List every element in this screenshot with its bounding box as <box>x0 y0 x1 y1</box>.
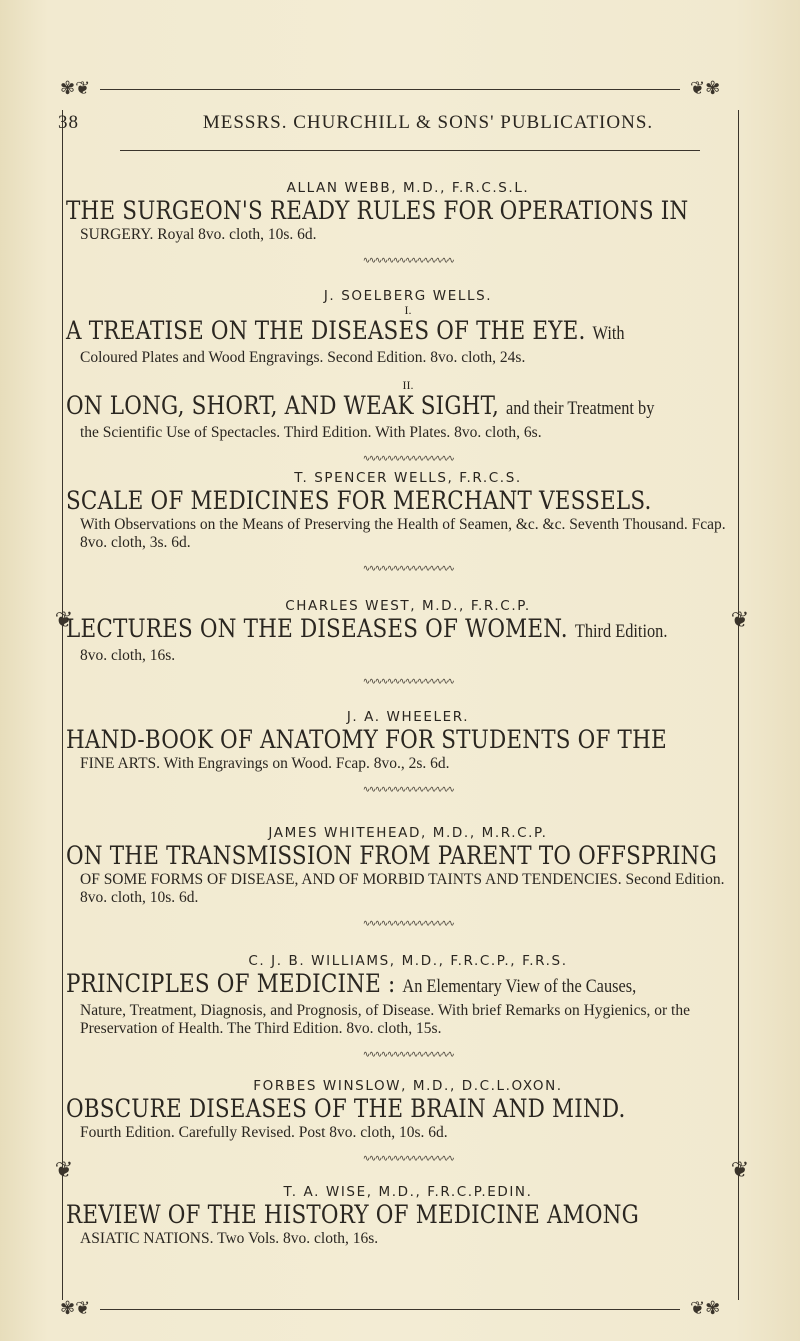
book-title: ON THE TRANSMISSION FROM PARENT TO OFFSPRING <box>66 841 718 870</box>
book-description: Fourth Edition. Carefully Revised. Post 8vo. cloth, 10s. 6d. <box>80 1124 448 1141</box>
book-title-line <box>66 196 689 226</box>
publication-entry <box>66 598 750 665</box>
book-title: THE SURGEON'S READY RULES FOR OPERATIONS IN <box>66 196 689 225</box>
section-divider: ∿∿∿∿∿∿∿∿∿∿∿∿∿∿∿ <box>362 1050 454 1060</box>
header-underline <box>120 150 700 151</box>
publication-entry <box>66 953 750 1038</box>
publication-entry <box>66 470 750 552</box>
book-description: ASIATIC NATIONS. Two Vols. 8vo. cloth, 16s. <box>80 1230 379 1247</box>
book-title: HAND-BOOK OF ANATOMY FOR STUDENTS OF THE <box>66 725 667 754</box>
book-description: Nature, Treatment, Diagnosis, and Prognosis, of Disease. With brief Remarks on Hygienics, or the Preservation of Health. The Third Edition. 8vo. cloth, 15s. <box>80 1002 690 1037</box>
publication-entry <box>66 825 750 907</box>
top-rule <box>100 89 680 90</box>
book-title: PRINCIPLES OF MEDICINE : <box>66 969 396 998</box>
side-ornament-right-lower: ❦ <box>730 1158 750 1183</box>
book-description: FINE ARTS. With Engravings on Wood. Fcap. 8vo., 2s. 6d. <box>80 755 450 772</box>
section-divider: ∿∿∿∿∿∿∿∿∿∿∿∿∿∿∿ <box>362 564 454 574</box>
book-description: With Observations on the Means of Preserving the Health of Seamen, &c. &c. Seventh Thousand. Fcap. 8vo. cloth, 3s. 6d. <box>80 516 726 551</box>
author-name: ALLAN WEBB, M.D., F.R.C.S.L. <box>286 180 530 196</box>
publication-list <box>66 180 750 1248</box>
book-title-line <box>66 614 668 647</box>
book-description: 8vo. cloth, 16s. <box>80 647 176 664</box>
section-divider: ∿∿∿∿∿∿∿∿∿∿∿∿∿∿∿ <box>362 785 454 795</box>
book-title-continuation: and their Treatment by <box>505 398 655 419</box>
corner-ornament-top-left: ✾❦ <box>60 78 91 99</box>
book-title-line <box>66 725 667 755</box>
book-title: REVIEW OF THE HISTORY OF MEDICINE AMONG <box>66 1200 639 1229</box>
corner-ornament-bottom-right: ❦✾ <box>690 1298 721 1319</box>
section-divider: ∿∿∿∿∿∿∿∿∿∿∿∿∿∿∿ <box>362 256 454 266</box>
section-divider: ∿∿∿∿∿∿∿∿∿∿∿∿∿∿∿ <box>362 677 454 687</box>
corner-ornament-bottom-left: ✾❦ <box>60 1298 91 1319</box>
book-title: SCALE OF MEDICINES FOR MERCHANT VESSELS. <box>66 486 652 515</box>
publication-entry <box>66 1184 750 1248</box>
book-title: LECTURES ON THE DISEASES OF WOMEN. <box>66 614 568 643</box>
book-title: ON LONG, SHORT, AND WEAK SIGHT, <box>66 391 499 420</box>
book-description: OF SOME FORMS OF DISEASE, AND OF MORBID TAINTS AND TENDENCIES. Second Edition. 8vo. cloth, 10s. 6d. <box>80 871 725 906</box>
section-divider: ∿∿∿∿∿∿∿∿∿∿∿∿∿∿∿ <box>362 1154 454 1164</box>
side-ornament-right-upper: ❦ <box>730 608 750 633</box>
book-title-continuation: With <box>592 323 625 344</box>
book-title-continuation: Third Edition. <box>574 621 668 642</box>
book-description: Coloured Plates and Wood Engravings. Second Edition. 8vo. cloth, 24s. <box>80 349 526 366</box>
side-ornament-left-lower: ❦ <box>54 1158 74 1183</box>
author-name: T. SPENCER WELLS, F.R.C.S. <box>294 470 522 486</box>
author-name: J. A. WHEELER. <box>346 709 470 725</box>
author-name: CHARLES WEST, M.D., F.R.C.P. <box>285 598 531 614</box>
book-title-line <box>66 969 654 1002</box>
publication-entry <box>66 288 750 442</box>
volume-numeral: I. <box>404 303 412 317</box>
book-title-line <box>66 316 654 349</box>
section-divider: ∿∿∿∿∿∿∿∿∿∿∿∿∿∿∿ <box>362 919 454 929</box>
book-title: A TREATISE ON THE DISEASES OF THE EYE. <box>66 316 586 345</box>
book-description: SURGERY. Royal 8vo. cloth, 10s. 6d. <box>80 226 317 243</box>
publication-entry <box>66 709 750 773</box>
left-border <box>62 110 63 1300</box>
book-title-line <box>66 391 654 424</box>
book-description: the Scientific Use of Spectacles. Third Edition. With Plates. 8vo. cloth, 6s. <box>80 424 542 441</box>
author-name: J. SOELBERG WELLS. <box>323 288 493 304</box>
page-number: 38 <box>58 112 79 133</box>
publication-entry <box>66 180 750 244</box>
author-name: T. A. WISE, M.D., F.R.C.P.EDIN. <box>283 1184 533 1200</box>
author-name: JAMES WHITEHEAD, M.D., M.R.C.P. <box>268 825 548 841</box>
publication-entry <box>66 1078 750 1142</box>
book-title-continuation: An Elementary View of the Causes, <box>402 976 637 997</box>
section-divider: ∿∿∿∿∿∿∿∿∿∿∿∿∿∿∿ <box>362 454 454 464</box>
book-title-line <box>66 841 718 871</box>
bottom-rule <box>100 1309 680 1310</box>
book-title: OBSCURE DISEASES OF THE BRAIN AND MIND. <box>66 1094 626 1123</box>
running-title: MESSRS. CHURCHILL & SONS' PUBLICATIONS. <box>202 112 654 133</box>
corner-ornament-top-right: ❦✾ <box>690 78 721 99</box>
author-name: C. J. B. WILLIAMS, M.D., F.R.C.P., F.R.S. <box>248 953 568 969</box>
book-title-line <box>66 1094 654 1124</box>
side-ornament-left-upper: ❦ <box>54 608 74 633</box>
author-name: FORBES WINSLOW, M.D., D.C.L.OXON. <box>253 1078 563 1094</box>
book-title-line <box>66 1200 654 1230</box>
volume-numeral: II. <box>402 378 414 392</box>
book-title-line <box>66 486 654 516</box>
